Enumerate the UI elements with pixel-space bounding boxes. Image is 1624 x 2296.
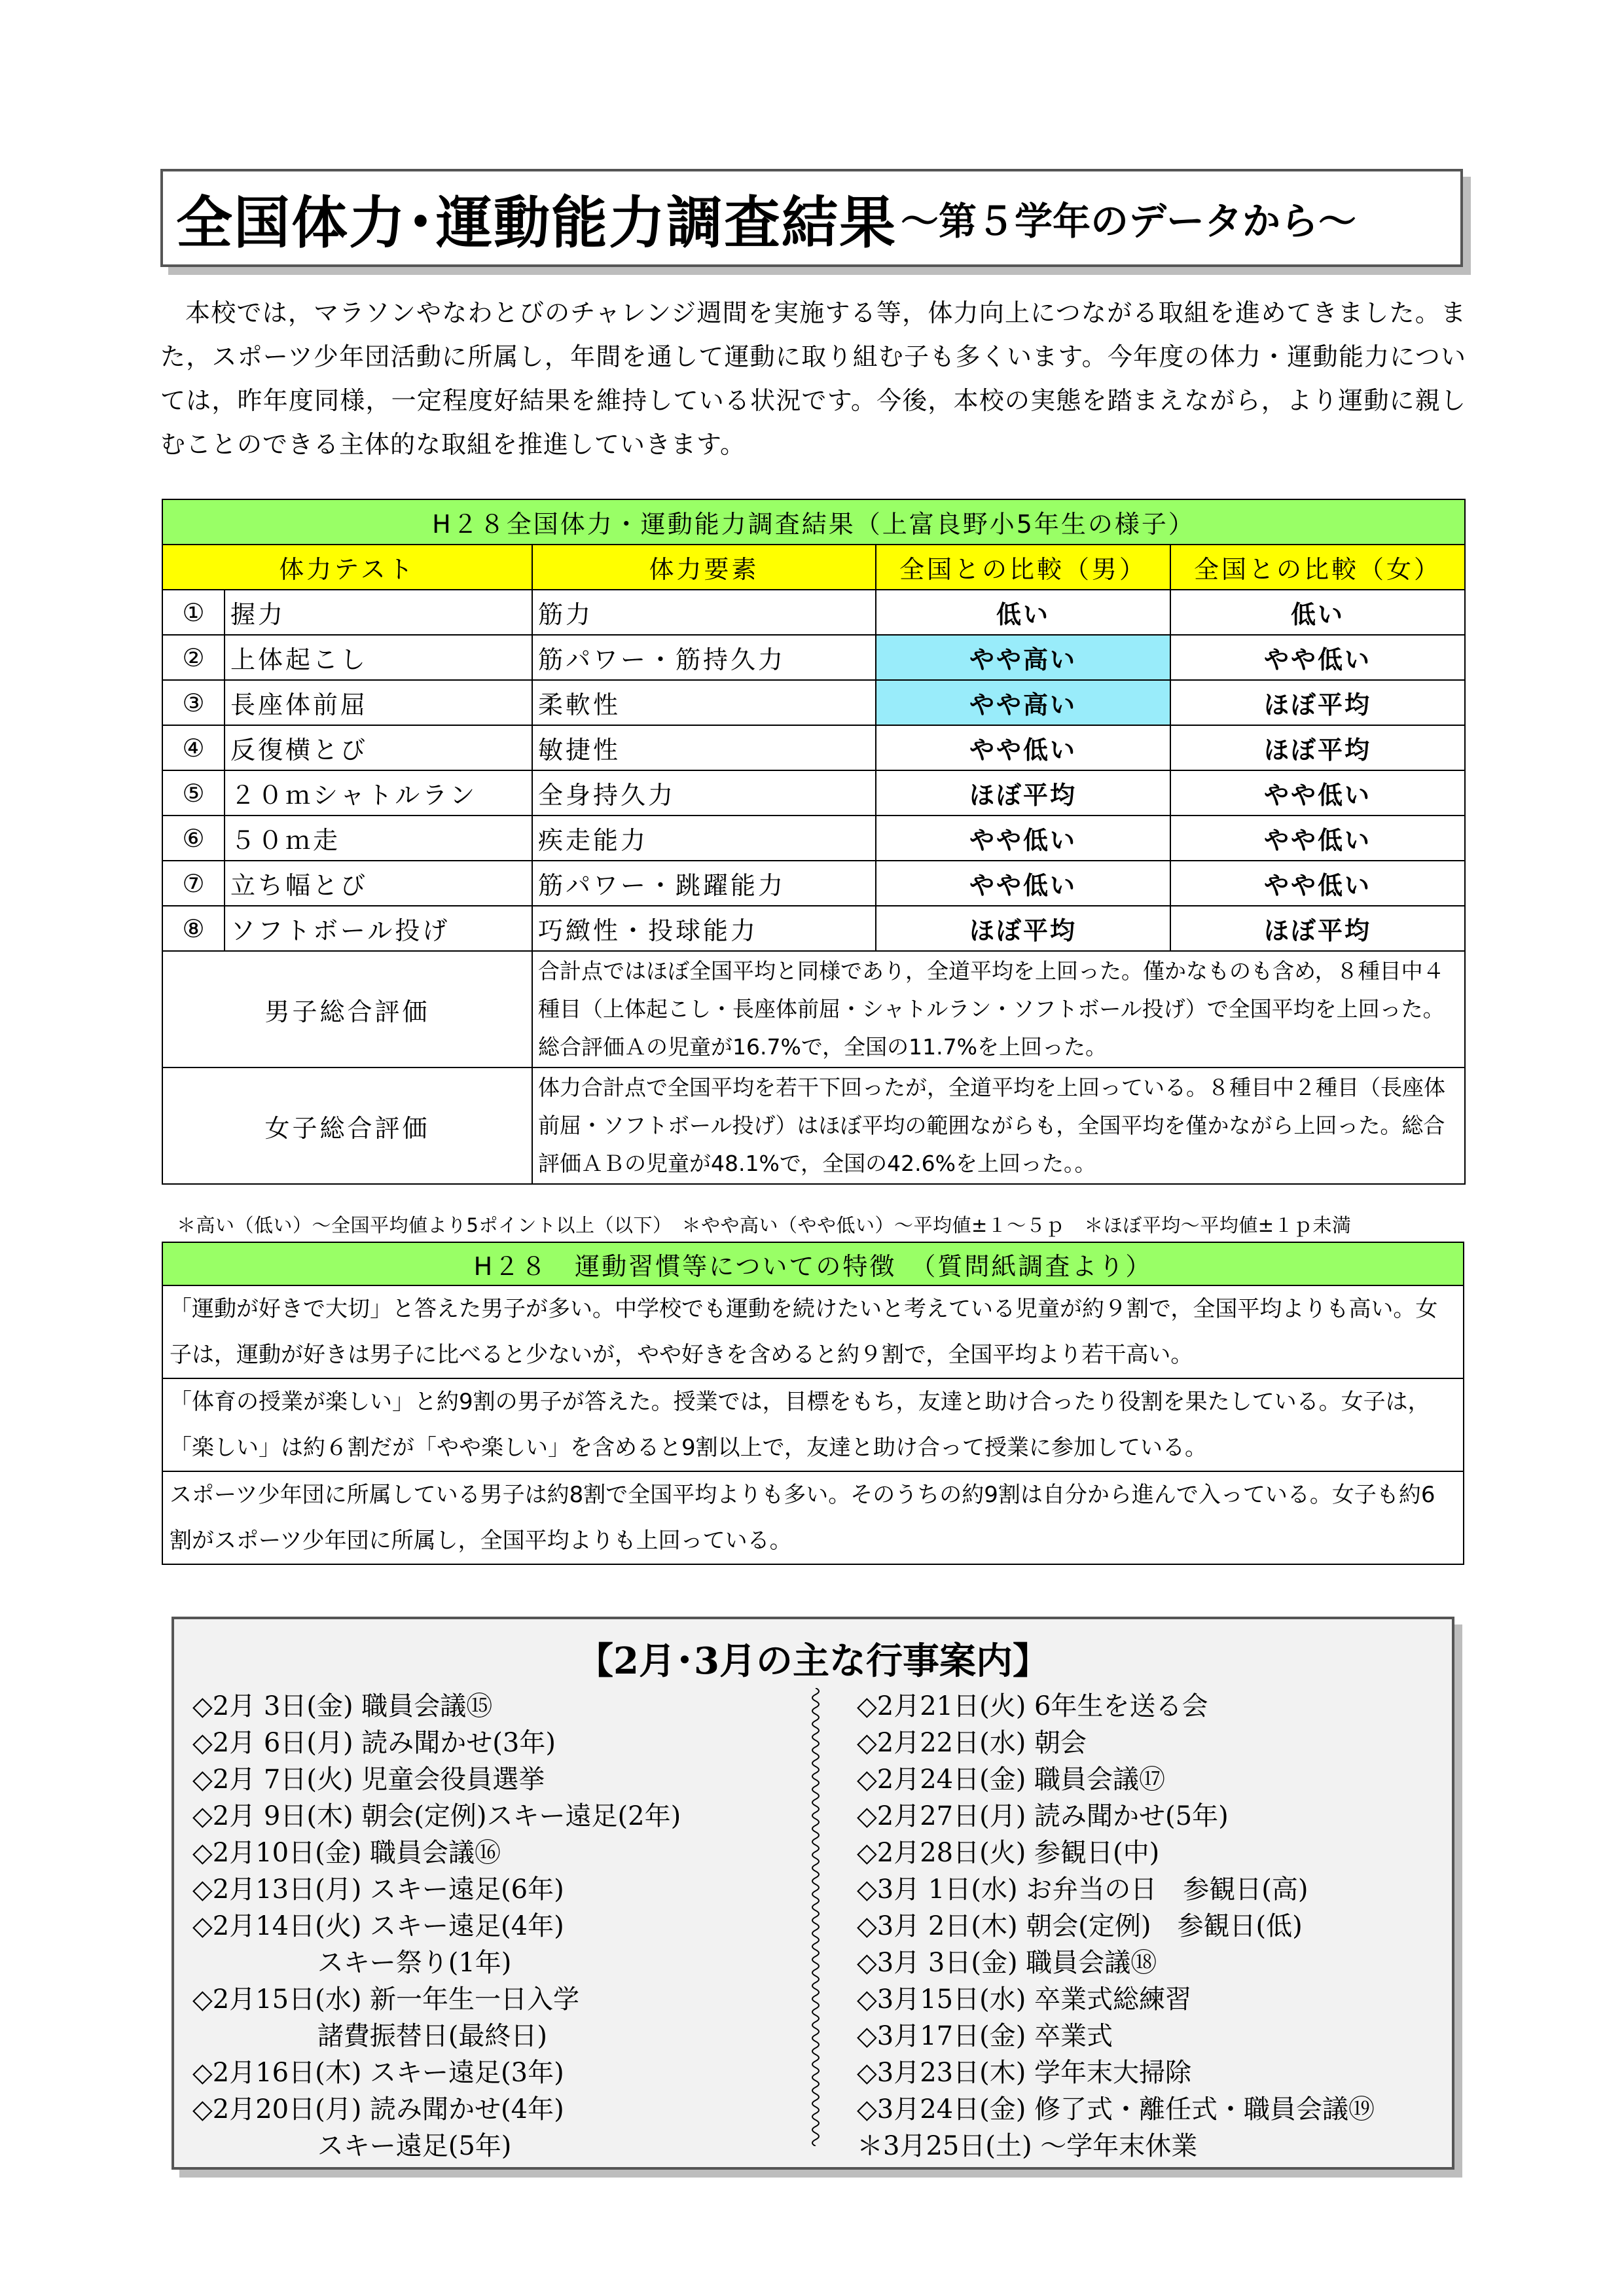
event-item: ◇2月24日(金) 職員会議⑰: [857, 1765, 1166, 1795]
event-item: ◇2月21日(火) 6年生を送る会: [857, 1691, 1208, 1721]
boys-comparison: やや低い: [876, 816, 1170, 861]
row-number: ⑤: [162, 770, 225, 816]
boys-comparison: ほぼ平均: [876, 906, 1170, 951]
girls-comparison: ほぼ平均: [1170, 906, 1465, 951]
event-item: ◇3月17日(金) 卒業式: [857, 2021, 1113, 2051]
row-number: ②: [162, 635, 225, 680]
event-item: ◇3月 1日(水) お弁当の日 参観日(高): [857, 1874, 1308, 1905]
col-header-test: 体力テスト: [162, 545, 532, 590]
row-number: ⑥: [162, 816, 225, 861]
boys-comparison: やや低い: [876, 861, 1170, 906]
event-item: ◇3月 2日(木) 朝会(定例) 参観日(低): [857, 1911, 1303, 1941]
fitness-element: 疾走能力: [532, 816, 876, 861]
fitness-element: 筋力: [532, 590, 876, 635]
table-row: [162, 635, 1465, 680]
girls-comparison: やや低い: [1170, 635, 1465, 680]
event-item: ◇2月20日(月) 読み聞かせ(4年): [192, 2094, 564, 2125]
event-item: ◇2月14日(火) スキー遠足(4年): [192, 1911, 564, 1941]
table-row: [162, 680, 1465, 725]
event-item: ◇2月28日(火) 参観日(中): [857, 1838, 1160, 1868]
habit-item: 「運動が好きで大切」と答えた男子が多い。中学校でも運動を続けたいと考えている児童が約９割で，全国平均よりも高い。女子は，運動が好きは男子に比べると少ないが，やや好きを含めると約９割で，全国平均より若干高い。: [162, 1285, 1464, 1378]
boys-eval-label: 男子総合評価: [162, 951, 532, 1067]
wavy-divider: [806, 1688, 825, 2146]
table-row: [162, 770, 1465, 816]
habits-header: H２８ 運動習慣等についての特徴 （質問紙調査より）: [162, 1242, 1464, 1285]
table-row: [162, 725, 1465, 770]
event-item: ◇2月22日(水) 朝会: [857, 1728, 1087, 1758]
table-row: [162, 590, 1465, 635]
row-number: ⑦: [162, 861, 225, 906]
event-item: ＊3月25日(土) ～学年末休業: [857, 2131, 1198, 2161]
event-item: ◇3月23日(木) 学年末大掃除: [857, 2058, 1192, 2088]
fitness-element: 筋パワー・筋持久力: [532, 635, 876, 680]
test-name: ソフトボール投げ: [225, 906, 532, 951]
table-row: [162, 816, 1465, 861]
legend-note: ＊高い（低い）～全国平均値より5ポイント以上（以下） ＊やや高い（やや低い）～平均値±１～５ｐ ＊ほぼ平均～平均値±１ｐ未満: [177, 1214, 1352, 1236]
table-row: [162, 861, 1465, 906]
test-name: 握力: [225, 590, 532, 635]
row-number: ④: [162, 725, 225, 770]
fitness-element: 全身持久力: [532, 770, 876, 816]
test-name: ５０ｍ走: [225, 816, 532, 861]
col-header-element: 体力要素: [532, 545, 876, 590]
events-box: [171, 1617, 1454, 2170]
boys-comparison: やや高い: [876, 635, 1170, 680]
event-item: ◇2月 3日(金) 職員会議⑮: [192, 1691, 493, 1721]
boys-comparison: ほぼ平均: [876, 770, 1170, 816]
test-name: 反復横とび: [225, 725, 532, 770]
girls-eval-label: 女子総合評価: [162, 1067, 532, 1184]
event-item: ◇2月15日(水) 新一年生一日入学: [192, 1984, 580, 2015]
habits-table: [162, 1242, 1464, 1565]
event-item: ◇3月 3日(金) 職員会議⑱: [857, 1948, 1157, 1978]
event-item: スキー祭り(1年): [192, 1948, 512, 1978]
row-number: ①: [162, 590, 225, 635]
girls-comparison: やや低い: [1170, 816, 1465, 861]
event-item: ◇2月 9日(木) 朝会(定例)スキー遠足(2年): [192, 1801, 681, 1831]
page-title: 全国体力･運動能力調査結果: [176, 190, 897, 256]
girls-comparison: ほぼ平均: [1170, 725, 1465, 770]
fitness-table-header: H２８全国体力・運動能力調査結果（上富良野小5年生の様子）: [162, 499, 1465, 545]
col-header-boys: 全国との比較（男）: [876, 545, 1170, 590]
habit-item: 「体育の授業が楽しい」と約9割の男子が答えた。授業では，目標をもち，友達と助け合ったり役割を果たしている。女子は，「楽しい」は約６割だが「やや楽しい」を含めると9割以上で，友達と助け合って授業に参加している。: [162, 1378, 1464, 1471]
girls-comparison: 低い: [1170, 590, 1465, 635]
event-item: ◇2月27日(月) 読み聞かせ(5年): [857, 1801, 1229, 1831]
events-right-column: [857, 1688, 1375, 2164]
test-name: 立ち幅とび: [225, 861, 532, 906]
fitness-element: 巧緻性・投球能力: [532, 906, 876, 951]
fitness-element: 柔軟性: [532, 680, 876, 725]
event-item: ◇3月15日(水) 卒業式総練習: [857, 1984, 1192, 2015]
girls-eval-text: 体力合計点で全国平均を若干下回ったが，全道平均を上回っている。８種目中２種目（長座体前屈・ソフトボール投げ）はほぼ平均の範囲ながらも，全国平均を僅かながら上回った。総合評価ＡＢの児童が48.1%で，全国の42.6%を上回った。。: [532, 1067, 1465, 1184]
row-number: ③: [162, 680, 225, 725]
fitness-table: [162, 499, 1466, 1185]
habit-item: スポーツ少年団に所属している男子は約8割で全国平均よりも多い。そのうちの約9割は自分から進んで入っている。女子も約6割がスポーツ少年団に所属し，全国平均よりも上回っている。: [162, 1471, 1464, 1564]
boys-comparison: 低い: [876, 590, 1170, 635]
event-item: ◇3月24日(金) 修了式・離任式・職員会議⑲: [857, 2094, 1375, 2125]
boys-comparison: やや高い: [876, 680, 1170, 725]
girls-comparison: やや低い: [1170, 861, 1465, 906]
event-item: ◇2月10日(金) 職員会議⑯: [192, 1838, 501, 1868]
page-subtitle: ～第５学年のデータから～: [901, 199, 1357, 243]
fitness-element: 敏捷性: [532, 725, 876, 770]
table-row: [162, 906, 1465, 951]
boys-eval-text: 合計点ではほぼ全国平均と同様であり，全道平均を上回った。僅かなものも含め，８種目中４種目（上体起こし・長座体前屈・シャトルラン・ソフトボール投げ）で全国平均を上回った。総合評価Ａの児童が16.7%で，全国の11.7%を上回った。: [532, 951, 1465, 1067]
event-item: 諸費振替日(最終日): [192, 2021, 547, 2051]
row-number: ⑧: [162, 906, 225, 951]
title-box: [160, 169, 1463, 267]
col-header-girls: 全国との比較（女）: [1170, 545, 1465, 590]
girls-comparison: ほぼ平均: [1170, 680, 1465, 725]
boys-comparison: やや低い: [876, 725, 1170, 770]
test-name: 上体起こし: [225, 635, 532, 680]
event-item: ◇2月16日(木) スキー遠足(3年): [192, 2058, 564, 2088]
event-item: ◇2月 7日(火) 児童会役員選挙: [192, 1765, 545, 1795]
fitness-element: 筋パワー・跳躍能力: [532, 861, 876, 906]
girls-comparison: やや低い: [1170, 770, 1465, 816]
event-item: ◇2月 6日(月) 読み聞かせ(3年): [192, 1728, 556, 1758]
events-left-column: [192, 1688, 681, 2164]
test-name: ２０ｍシャトルラン: [225, 770, 532, 816]
intro-paragraph: 本校では，マラソンやなわとびのチャレンジ週間を実施する等，体力向上につながる取組を進めてきました。また，スポーツ少年団活動に所属し，年間を通して運動に取り組む子も多くいます。今年度の体力・運動能力については，昨年度同様，一定程度好結果を維持している状況です。今後，本校の実態を踏まえながら，より運動に親しむことのできる主体的な取組を推進していきます。: [160, 298, 1466, 459]
events-title: 【2月･3月の主な行事案内】: [577, 1640, 1049, 1683]
event-item: ◇2月13日(月) スキー遠足(6年): [192, 1874, 564, 1905]
event-item: スキー遠足(5年): [192, 2131, 512, 2161]
test-name: 長座体前屈: [225, 680, 532, 725]
